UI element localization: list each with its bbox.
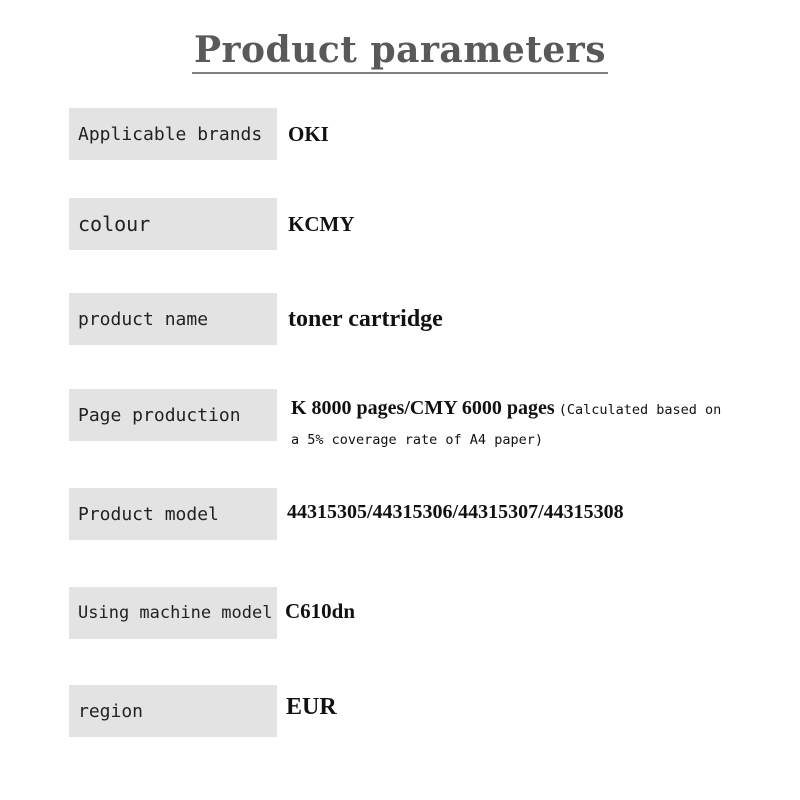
- param-value-machine-model: C610dn: [285, 598, 356, 623]
- param-row-page-production: [69, 389, 789, 448]
- param-label-product-name: product name: [78, 308, 209, 330]
- param-row-region: [69, 685, 789, 737]
- param-label-box: [69, 685, 277, 737]
- param-label-region: region: [78, 700, 144, 722]
- page-yield-note-line1: (Calculated based on: [558, 402, 722, 418]
- page-title: Product parameters: [192, 30, 608, 74]
- param-label-box: [69, 293, 277, 345]
- param-label-box: [69, 108, 277, 160]
- param-row-product-name: [69, 293, 789, 345]
- param-value-region: EUR: [286, 693, 337, 720]
- param-label-colour: colour: [78, 212, 151, 236]
- param-row-brands: [69, 108, 789, 160]
- param-label-product-model: Product model: [78, 503, 219, 525]
- param-label-box: [69, 198, 277, 250]
- param-label-box: [69, 488, 277, 540]
- page-yield-value: K 8000 pages/CMY 6000 pages: [291, 397, 555, 419]
- param-value-colour: KCMY: [288, 211, 355, 236]
- param-label-box: [69, 389, 277, 441]
- param-row-colour: [69, 198, 789, 250]
- param-label-page-production: Page production: [78, 404, 241, 426]
- param-row-product-model: [69, 488, 789, 540]
- param-label-machine-model: Using machine model: [78, 603, 273, 623]
- param-row-machine-model: [69, 587, 789, 639]
- param-value-product-model: 44315305/44315306/44315307/44315308: [287, 500, 624, 523]
- param-label-box: [69, 587, 277, 639]
- param-value-page-production: [291, 393, 781, 455]
- title-area: [0, 30, 800, 74]
- param-value-brands: OKI: [288, 121, 329, 146]
- page-yield-note-line2: a 5% coverage rate of A4 paper): [291, 432, 543, 448]
- param-label-brands: Applicable brands: [78, 123, 263, 145]
- param-value-product-name: toner cartridge: [288, 305, 443, 332]
